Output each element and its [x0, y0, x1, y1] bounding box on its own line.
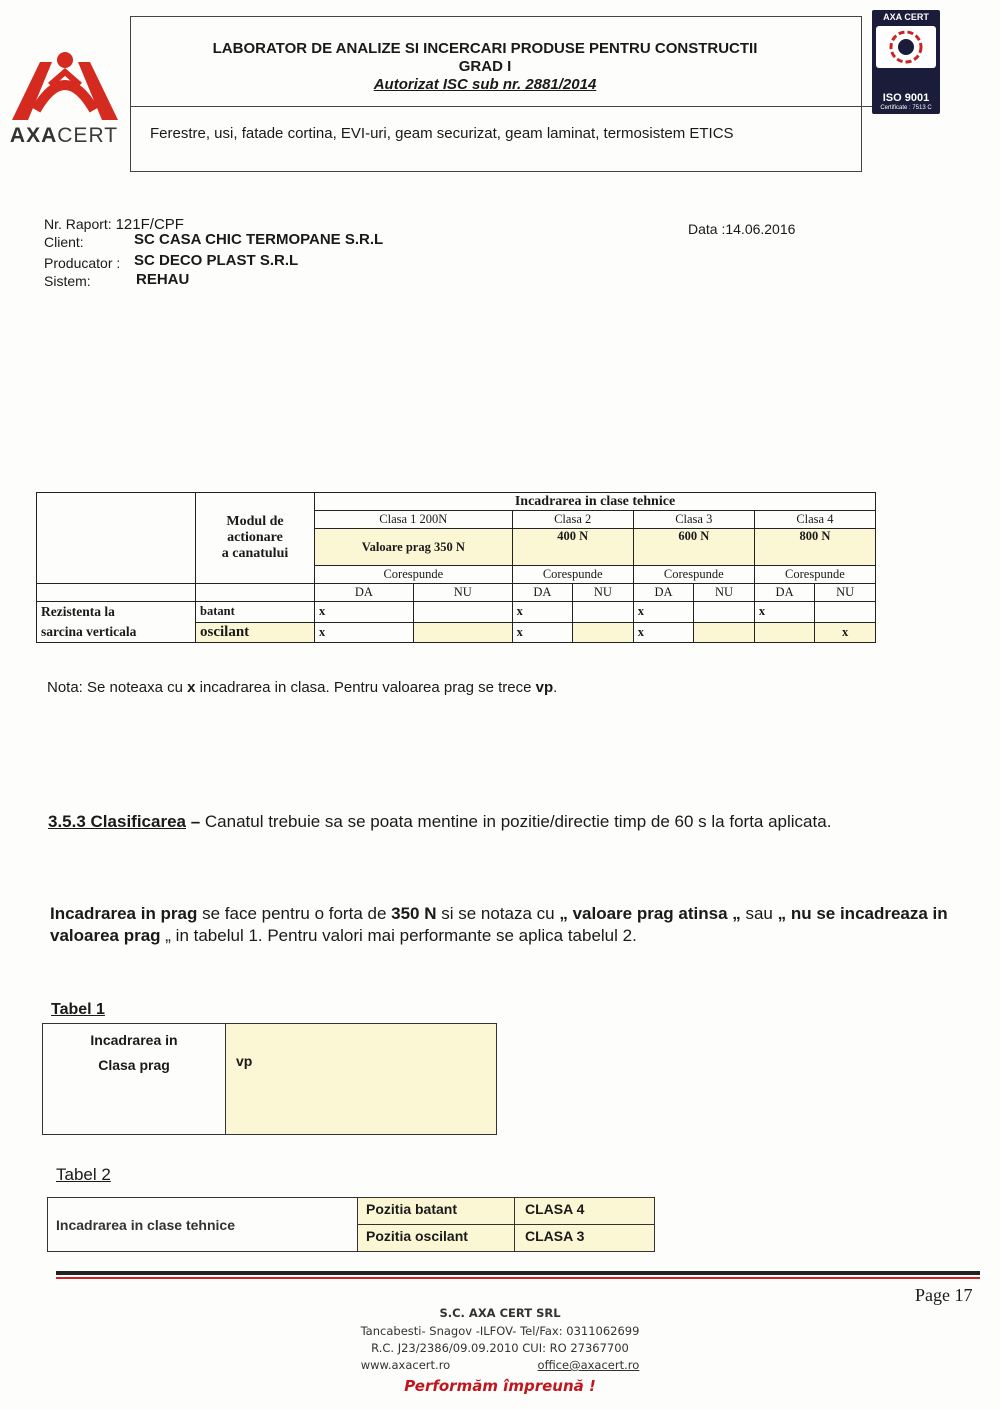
classification-section: 3.5.3 Clasificarea – Canatul trebuie sa se poata mentine in pozitie/directie timp de 60 s la forta aplicata.: [48, 812, 832, 831]
nu-header: NU: [694, 584, 755, 602]
group-header: Incadrarea in clase tehnice: [315, 493, 876, 511]
tabel2-label: Incadrarea in clase tehnice: [48, 1198, 358, 1252]
producer-label: Producator :: [44, 255, 121, 271]
tabel2-position: Pozitia oscilant: [358, 1225, 515, 1252]
class-3-name: Clasa 3: [633, 511, 754, 529]
nu-header: NU: [413, 584, 512, 602]
class-2-value: 400 N: [512, 529, 633, 566]
header-scope: Ferestre, usi, fatade cortina, EVI-uri, geam securizat, geam laminat, termosistem ETICS: [150, 125, 734, 142]
threshold-paragraph: Incadrarea in prag se face pentru o forta de 350 N si se notaza cu „ valoare prag atinsa „ sau „ nu se incadreaza in valoarea prag „ in tabelul 1. Pentru valori mai performante se aplica tabelul 2.: [50, 904, 948, 945]
class-3-value: 600 N: [633, 529, 754, 566]
mode-header: Modul de actionare a canatului: [196, 493, 315, 584]
logo-text: AXACERT: [9, 124, 119, 147]
mark-cell: [573, 622, 634, 643]
footer-address: Tancabesti- Snagov -ILFOV- Tel/Fax: 0311062699: [360, 1324, 640, 1338]
da-header: DA: [754, 584, 815, 602]
nu-header: NU: [815, 584, 876, 602]
tabel2: [47, 1197, 655, 1252]
mark-cell: [815, 602, 876, 623]
tabel1-title: Tabel 1: [51, 1001, 105, 1018]
mark-cell: x: [754, 602, 815, 623]
class-1-name: Clasa 1 200N: [315, 511, 513, 529]
footer-company: S.C. AXA CERT SRL: [439, 1306, 561, 1320]
footer-email[interactable]: office@axacert.ro: [537, 1358, 640, 1372]
corespunde-4: Corespunde: [754, 566, 875, 584]
da-header: DA: [512, 584, 573, 602]
cert-iso: ISO 9001: [882, 92, 930, 104]
mark-cell: x: [512, 622, 573, 643]
authorization-text: Autorizat ISC sub nr. 2881/2014: [373, 76, 597, 93]
class-2-name: Clasa 2: [512, 511, 633, 529]
mark-cell: [573, 602, 634, 623]
cert-number: Certificate : 7513 C: [880, 105, 932, 111]
classification-table: [36, 492, 876, 643]
cert-emblem-icon: [876, 26, 936, 68]
tabel1: [42, 1023, 497, 1135]
mode-oscilant: oscilant: [196, 622, 315, 643]
report-date: Data :14.06.2016: [688, 221, 796, 237]
header-divider: [130, 106, 875, 107]
client-label: Client:: [44, 234, 84, 250]
client-value: SC CASA CHIC TERMOPANE S.R.L: [134, 231, 384, 248]
page-number: Page 17: [915, 1285, 973, 1305]
tabel1-value: vp: [226, 1024, 497, 1135]
header-title: LABORATOR DE ANALIZE SI INCERCARI PRODUSE PENTRU CONSTRUCTII GRAD I Autorizat ISC sub nr. 2881/2014: [150, 40, 820, 94]
corespunde-3: Corespunde: [633, 566, 754, 584]
mark-cell: [694, 602, 755, 623]
tabel2-class: CLASA 4: [515, 1198, 655, 1225]
class-4-name: Clasa 4: [754, 511, 875, 529]
report-number: Nr. Raport: 121F/CPF: [44, 216, 184, 233]
class-4-value: 800 N: [754, 529, 875, 566]
mark-cell: x: [633, 622, 694, 643]
tabel2-class: CLASA 3: [515, 1225, 655, 1252]
system-label: Sistem:: [44, 273, 91, 289]
da-header: DA: [315, 584, 414, 602]
note: Nota: Se noteaxa cu x incadrarea in clasa. Pentru valoarea prag se trece vp.: [47, 679, 558, 696]
class-1-value: Valoare prag 350 N: [315, 529, 513, 566]
empty-cell: [37, 584, 196, 602]
mark-cell: x: [315, 622, 414, 643]
footer-contact: [0, 1358, 1000, 1372]
nu-header: NU: [573, 584, 634, 602]
footer-rule: [56, 1271, 980, 1275]
system-value: REHAU: [136, 271, 190, 288]
footer-slogan: Performăm împreună !: [404, 1377, 596, 1395]
mark-cell: x: [633, 602, 694, 623]
cert-badge-top: AXA CERT: [883, 12, 929, 22]
footer-rule-red: [56, 1277, 980, 1279]
corespunde-1: Corespunde: [315, 566, 513, 584]
mark-cell: x: [315, 602, 414, 623]
tabel2-position: Pozitia batant: [358, 1198, 515, 1225]
producer-value: SC DECO PLAST S.R.L: [134, 252, 299, 269]
mark-cell: [694, 622, 755, 643]
footer-rc: R.C. J23/2386/09.09.2010 CUI: RO 27367700: [371, 1341, 629, 1355]
mark-cell: x: [512, 602, 573, 623]
classification-heading: 3.5.3 Clasificarea: [48, 812, 186, 831]
tabel1-label: Incadrarea in Clasa prag: [43, 1024, 226, 1135]
corespunde-2: Corespunde: [512, 566, 633, 584]
mark-cell: [413, 602, 512, 623]
empty-cell: [196, 584, 315, 602]
mark-cell: [413, 622, 512, 643]
da-header: DA: [633, 584, 694, 602]
mark-cell: [754, 622, 815, 643]
empty-corner-cell: [37, 493, 196, 584]
tabel2-title: Tabel 2: [56, 1165, 111, 1184]
mode-batant: batant: [196, 602, 315, 623]
footer-web[interactable]: www.axacert.ro: [360, 1358, 451, 1372]
row-label: Rezistenta la sarcina verticala: [37, 602, 196, 643]
mark-cell: x: [815, 622, 876, 643]
